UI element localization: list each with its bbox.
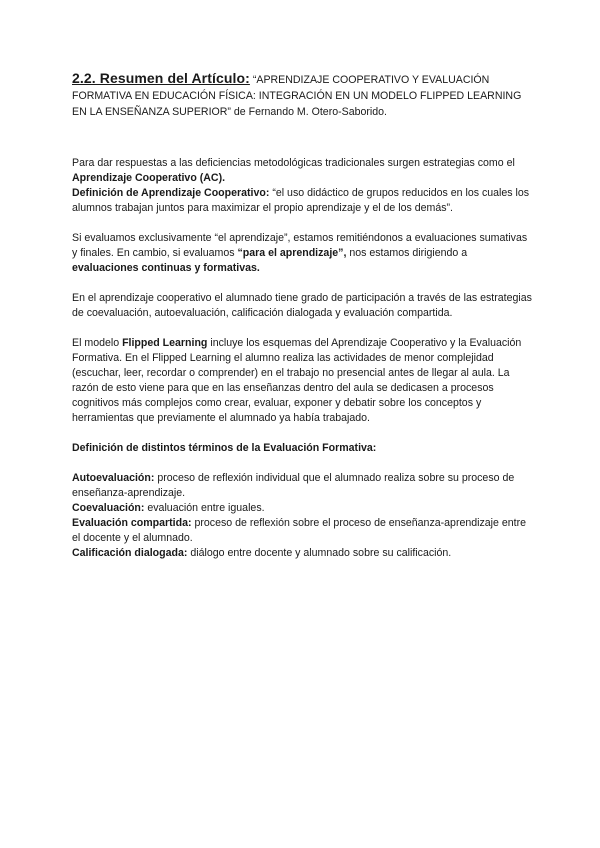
terms-title-text: Definición de distintos términos de la Evaluación Formativa: — [72, 442, 377, 454]
term-definition: diálogo entre docente y alumnado sobre su calificación. — [187, 547, 452, 559]
flipped-bold-term: Flipped Learning — [122, 337, 208, 349]
term-label: Evaluación compartida: — [72, 517, 192, 529]
terms-title — [72, 441, 532, 456]
evaluation-bold-2: evaluaciones continuas y formativas. — [72, 262, 260, 274]
term-label: Autoevaluación: — [72, 472, 155, 484]
evaluation-paragraph — [72, 231, 532, 276]
ac-definition-text: “el uso didáctico de grupos reducidos en los cuales los alumnos trabajan juntos para maximizar el propio aprendizaje y el de los demás”. — [72, 187, 530, 214]
term-item — [72, 546, 532, 561]
intro-paragraph — [72, 156, 532, 186]
term-label: Coevaluación: — [72, 502, 145, 514]
participation-paragraph: En el aprendizaje cooperativo el alumnado tiene grado de participación a través de las estrategias de coevaluación, autoevaluación, calificación dialogada y evaluación compartida. — [72, 292, 532, 319]
article-author: de Fernando M. Otero-Saborido. — [230, 106, 387, 118]
ac-definition-paragraph — [72, 186, 532, 216]
flipped-paragraph — [72, 336, 532, 426]
section-number-title: 2.2. Resumen del Artículo: — [72, 70, 250, 86]
flipped-text-1: El modelo — [72, 337, 123, 349]
flipped-text-2: incluye los esquemas del Aprendizaje Cooperativo y la Evaluación Formativa. En el Flipped Learning el alumno realiza las actividades de menor complejidad (escuchar, leer, recordar o comprender) en el trabajo no presencial antes de llegar al aula. La razón de esto viene para que en las enseñanzas dentro del aula se dedicasen a procesos cognitivos más complejos como crear, evaluar, exponer y debatir sobre los conceptos y herramientas que previamente el alumnado ya había trabajado. — [72, 337, 522, 424]
term-item — [72, 501, 532, 516]
term-definition: evaluación entre iguales. — [144, 502, 265, 514]
term-item — [72, 516, 532, 546]
term-definition: proceso de reflexión sobre el proceso de enseñanza-aprendizaje entre el docente y el alumnado. — [72, 517, 527, 544]
term-item — [72, 471, 532, 501]
intro-bold-term: Aprendizaje Cooperativo (AC). — [72, 172, 226, 184]
term-definition: proceso de reflexión individual que el alumnado realiza sobre su proceso de enseñanza-aprendizaje. — [72, 472, 515, 499]
term-label: Calificación dialogada: — [72, 547, 188, 559]
document-page — [72, 70, 532, 561]
section-heading — [72, 70, 532, 120]
article-title: “APRENDIZAJE COOPERATIVO Y EVALUACIÓN FORMATIVA EN EDUCACIÓN FÍSICA: INTEGRACIÓN EN UN MODELO FLIPPED LEARNING EN LA ENSEÑANZA SUPERIOR” — [72, 74, 522, 118]
evaluation-bold-1: “para el aprendizaje”, — [237, 247, 347, 259]
ac-definition-label: Definición de Aprendizaje Cooperativo: — [72, 187, 270, 199]
evaluation-text-2: nos estamos dirigiendo a — [346, 247, 468, 259]
intro-text: Para dar respuestas a las deficiencias metodológicas tradicionales surgen estrategias como el — [72, 157, 515, 169]
evaluation-text-1: Si evaluamos exclusivamente “el aprendizaje”, estamos remitiéndonos a evaluaciones sumativas y finales. En cambio, si evaluamos — [72, 232, 528, 259]
